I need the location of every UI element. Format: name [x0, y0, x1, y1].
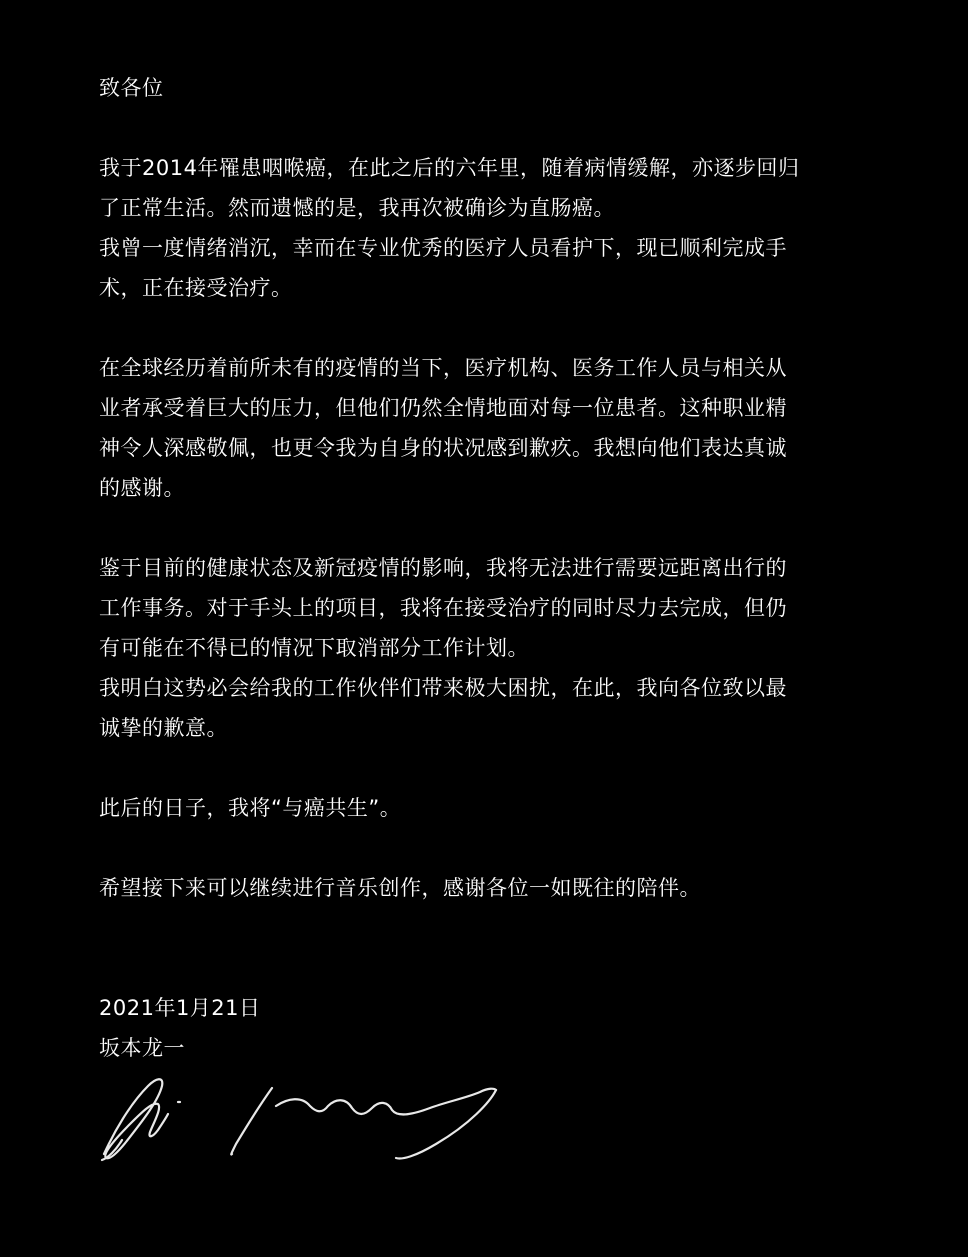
paragraph-line: 在全球经历着前所未有的疫情的当下，医疗机构、医务工作人员与相关从	[99, 356, 787, 380]
paragraph-line: 神令人深感敬佩，也更令我为自身的状况感到歉疚。我想向他们表达真诚	[99, 436, 787, 460]
paragraph-line: 我明白这势必会给我的工作伙伴们带来极大困扰，在此，我向各位致以最	[99, 676, 787, 700]
paragraph-line: 我于2014年罹患咽喉癌，在此之后的六年里，随着病情缓解，亦逐步回归	[99, 156, 800, 180]
paragraph-line: 有可能在不得已的情况下取消部分工作计划。	[99, 636, 529, 660]
paragraph-line: 的感谢。	[99, 476, 185, 500]
paragraph-line: 业者承受着巨大的压力，但他们仍然全情地面对每一位患者。这种职业精	[99, 396, 787, 420]
greeting: 致各位	[99, 76, 164, 100]
signature-stroke	[104, 1079, 168, 1158]
paragraph-line: 诚挚的歉意。	[99, 716, 228, 740]
letter-date: 2021年1月21日	[99, 996, 261, 1020]
paragraph-closing: 希望接下来可以继续进行音乐创作，感谢各位一如既往的陪伴。	[99, 876, 701, 900]
paragraph-coexist: 此后的日子，我将“与癌共生”。	[99, 796, 402, 820]
signature-stroke	[276, 1089, 496, 1115]
handwritten-signature	[96, 1062, 516, 1172]
paragraph-gratitude	[99, 348, 879, 508]
signature-stroke	[231, 1088, 272, 1155]
paragraph-work	[99, 548, 879, 748]
signature-stroke	[396, 1090, 496, 1158]
letter-author: 坂本龙一	[99, 1036, 185, 1060]
paragraph-line: 鉴于目前的健康状态及新冠疫情的影响，我将无法进行需要远距离出行的	[99, 556, 787, 580]
paragraph-line: 工作事务。对于手头上的项目，我将在接受治疗的同时尽力去完成，但仍	[99, 596, 787, 620]
letter-body	[99, 68, 879, 1068]
paragraph-diagnosis	[99, 148, 879, 308]
paragraph-line: 术，正在接受治疗。	[99, 276, 293, 300]
paragraph-line: 了正常生活。然而遗憾的是，我再次被确诊为直肠癌。	[99, 196, 615, 220]
paragraph-line: 我曾一度情绪消沉，幸而在专业优秀的医疗人员看护下，现已顺利完成手	[99, 236, 787, 260]
